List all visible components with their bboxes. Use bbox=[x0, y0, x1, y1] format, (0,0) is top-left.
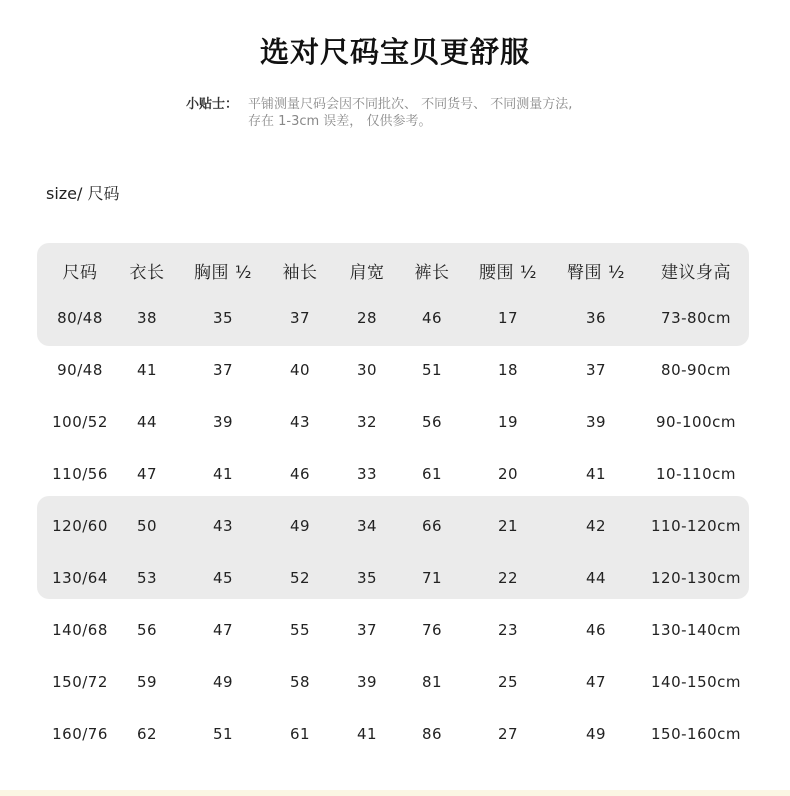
cell-pants-length: 86 bbox=[421, 725, 443, 743]
cell-waist: 18 bbox=[497, 361, 519, 379]
header-size: 尺码 bbox=[62, 263, 98, 283]
cell-pants-length: 51 bbox=[421, 361, 443, 379]
cell-hip: 46 bbox=[585, 621, 607, 639]
cell-hip: 49 bbox=[585, 725, 607, 743]
cell-length: 62 bbox=[136, 725, 158, 743]
bottom-strip bbox=[0, 790, 790, 796]
cell-shoulder: 41 bbox=[356, 725, 378, 743]
table-row bbox=[0, 618, 790, 642]
cell-shoulder: 39 bbox=[356, 673, 378, 691]
cell-waist: 20 bbox=[497, 465, 519, 483]
cell-sleeve: 55 bbox=[289, 621, 311, 639]
cell-sleeve: 43 bbox=[289, 413, 311, 431]
cell-chest: 49 bbox=[212, 673, 234, 691]
cell-chest: 47 bbox=[212, 621, 234, 639]
cell-shoulder: 32 bbox=[356, 413, 378, 431]
header-waist: 腰围 ½ bbox=[479, 263, 537, 283]
cell-sleeve: 58 bbox=[289, 673, 311, 691]
cell-pants-length: 61 bbox=[421, 465, 443, 483]
cell-waist: 22 bbox=[497, 569, 519, 587]
cell-size: 100/52 bbox=[52, 413, 108, 431]
cell-hip: 44 bbox=[585, 569, 607, 587]
cell-chest: 43 bbox=[212, 517, 234, 535]
header-length: 衣长 bbox=[129, 263, 165, 283]
cell-height: 140-150cm bbox=[650, 673, 742, 691]
cell-hip: 36 bbox=[585, 309, 607, 327]
cell-hip: 39 bbox=[585, 413, 607, 431]
table-row bbox=[0, 670, 790, 694]
cell-shoulder: 28 bbox=[356, 309, 378, 327]
cell-sleeve: 37 bbox=[289, 309, 311, 327]
cell-pants-length: 71 bbox=[421, 569, 443, 587]
cell-waist: 25 bbox=[497, 673, 519, 691]
cell-size: 140/68 bbox=[52, 621, 108, 639]
header-height: 建议身高 bbox=[661, 263, 731, 283]
cell-height: 150-160cm bbox=[650, 725, 742, 743]
cell-sleeve: 49 bbox=[289, 517, 311, 535]
cell-waist: 23 bbox=[497, 621, 519, 639]
cell-size: 150/72 bbox=[52, 673, 108, 691]
cell-waist: 17 bbox=[497, 309, 519, 327]
cell-pants-length: 46 bbox=[421, 309, 443, 327]
table-header-row bbox=[0, 261, 790, 285]
cell-size: 110/56 bbox=[52, 465, 108, 483]
table-row bbox=[0, 358, 790, 382]
cell-length: 53 bbox=[136, 569, 158, 587]
cell-shoulder: 33 bbox=[356, 465, 378, 483]
table-row bbox=[0, 462, 790, 486]
cell-length: 38 bbox=[136, 309, 158, 327]
cell-pants-length: 56 bbox=[421, 413, 443, 431]
cell-shoulder: 34 bbox=[356, 517, 378, 535]
table-row bbox=[0, 514, 790, 538]
header-pants-length: 裤长 bbox=[414, 263, 450, 283]
cell-size: 130/64 bbox=[52, 569, 108, 587]
cell-length: 47 bbox=[136, 465, 158, 483]
cell-shoulder: 37 bbox=[356, 621, 378, 639]
cell-height: 80-90cm bbox=[661, 361, 731, 379]
header-chest: 胸围 ½ bbox=[194, 263, 252, 283]
table-row bbox=[0, 306, 790, 330]
cell-chest: 51 bbox=[212, 725, 234, 743]
cell-chest: 35 bbox=[212, 309, 234, 327]
cell-hip: 41 bbox=[585, 465, 607, 483]
header-shoulder: 肩宽 bbox=[349, 263, 385, 283]
cell-chest: 39 bbox=[212, 413, 234, 431]
cell-height: 130-140cm bbox=[650, 621, 742, 639]
cell-chest: 41 bbox=[212, 465, 234, 483]
cell-size: 90/48 bbox=[57, 361, 103, 379]
tip-line-2: 存在 1-3cm 误差， 仅供参考。 bbox=[248, 114, 432, 129]
cell-sleeve: 52 bbox=[289, 569, 311, 587]
cell-pants-length: 81 bbox=[421, 673, 443, 691]
cell-size: 120/60 bbox=[52, 517, 108, 535]
cell-length: 50 bbox=[136, 517, 158, 535]
cell-hip: 37 bbox=[585, 361, 607, 379]
cell-sleeve: 61 bbox=[289, 725, 311, 743]
header-sleeve: 袖长 bbox=[282, 263, 318, 283]
table-row bbox=[0, 410, 790, 434]
cell-waist: 27 bbox=[497, 725, 519, 743]
cell-waist: 19 bbox=[497, 413, 519, 431]
cell-pants-length: 76 bbox=[421, 621, 443, 639]
cell-height: 10-110cm bbox=[656, 465, 736, 483]
table-row bbox=[0, 722, 790, 746]
cell-height: 73-80cm bbox=[661, 309, 731, 327]
cell-shoulder: 30 bbox=[356, 361, 378, 379]
cell-waist: 21 bbox=[497, 517, 519, 535]
cell-height: 110-120cm bbox=[650, 517, 742, 535]
cell-size: 80/48 bbox=[57, 309, 103, 327]
cell-hip: 47 bbox=[585, 673, 607, 691]
cell-size: 160/76 bbox=[52, 725, 108, 743]
cell-length: 59 bbox=[136, 673, 158, 691]
cell-sleeve: 46 bbox=[289, 465, 311, 483]
cell-pants-length: 66 bbox=[421, 517, 443, 535]
cell-height: 120-130cm bbox=[650, 569, 742, 587]
tip-line-1: 平铺测量尺码会因不同批次、 不同货号、 不同测量方法, bbox=[248, 97, 573, 112]
cell-height: 90-100cm bbox=[656, 413, 736, 431]
cell-chest: 45 bbox=[212, 569, 234, 587]
cell-shoulder: 35 bbox=[356, 569, 378, 587]
page-title: 选对尺码宝贝更舒服 bbox=[259, 35, 530, 69]
cell-hip: 42 bbox=[585, 517, 607, 535]
tip-label: 小贴士： bbox=[186, 97, 239, 112]
cell-chest: 37 bbox=[212, 361, 234, 379]
cell-length: 41 bbox=[136, 361, 158, 379]
cell-sleeve: 40 bbox=[289, 361, 311, 379]
cell-length: 56 bbox=[136, 621, 158, 639]
table-row bbox=[0, 566, 790, 590]
cell-length: 44 bbox=[136, 413, 158, 431]
header-hip: 臀围 ½ bbox=[567, 263, 625, 283]
size-label: size/ 尺码 bbox=[46, 184, 120, 203]
